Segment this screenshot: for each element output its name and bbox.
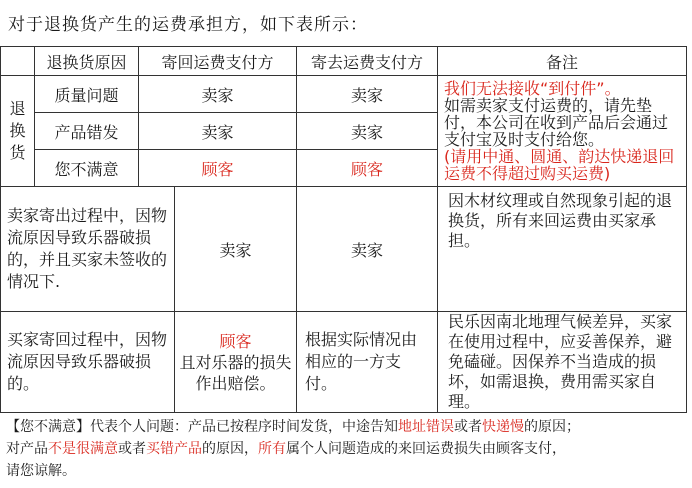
transit-send-reason: 卖家寄出过程中，因物流原因导致乐器破损的，并且买家未签收的情况下. <box>1 187 175 312</box>
send-payer-cell: 卖家 <box>297 113 438 150</box>
side-label-char: 货 <box>9 143 26 162</box>
table-row <box>1 312 687 413</box>
table-row <box>1 187 687 312</box>
transit-send-return-payer: 卖家 <box>175 187 297 312</box>
footer-text: 的原因， <box>202 441 258 457</box>
transit-return-payer-rest: 且对乐器的损失作出赔偿。 <box>179 352 292 393</box>
side-label-char: 换 <box>9 121 26 140</box>
page-title: 对于退换货产生的运费承担方，如下表所示： <box>8 15 368 35</box>
footer-text: 【您不满意】代表个人问题：产品已按程序时间发货，中途告知 <box>6 419 398 435</box>
return-payer-cell: 卖家 <box>139 113 297 150</box>
header-return-payer: 寄回运费支付方 <box>139 47 297 76</box>
send-payer-cell: 顾客 <box>297 150 438 187</box>
header-blank <box>1 47 35 76</box>
footer-highlight: 买错产品 <box>146 441 202 457</box>
side-label-char: 退 <box>9 99 26 118</box>
header-reason: 退换货原因 <box>35 47 139 76</box>
note-wood-grain: 因木材纹理或自然现象引起的退换货，所有来回运费由买家承担。 <box>438 187 687 312</box>
note-climate: 民乐因南北地理气候差异，买家在使用过程中，应妥善保养，避免磕碰。因保养不当造成的损坏，如需退换，费用需买家自理。 <box>438 312 687 413</box>
reason-cell: 您不满意 <box>35 150 139 187</box>
header-send-payer: 寄去运费支付方 <box>297 47 438 76</box>
reason-cell: 质量问题 <box>35 76 139 113</box>
table-row <box>1 76 687 113</box>
footer-text: 的原因； <box>524 419 580 435</box>
reason-cell: 产品错发 <box>35 113 139 150</box>
footer-text: 或者 <box>118 441 146 457</box>
note-no-cod: 我们无法接收“到付件”。 <box>444 79 621 98</box>
footer-highlight: 快递慢 <box>482 419 524 435</box>
footer-text: 请您谅解。 <box>6 463 76 479</box>
note-payment-policy <box>438 76 687 187</box>
footer-text: 或者 <box>454 419 482 435</box>
transit-send-send-payer: 卖家 <box>297 187 438 312</box>
note-courier-rule: (请用中通、圆通、韵达快递退回运费不得超过购买运费) <box>444 147 675 183</box>
transit-return-reason: 买家寄回过程中，因物流原因导致乐器破损的。 <box>1 312 175 413</box>
transit-return-payer-red: 顾客 <box>219 331 252 351</box>
shipping-fee-table <box>0 46 687 413</box>
footer-highlight: 不是很满意 <box>48 441 118 457</box>
footer-text: 属个人问题造成的来回运费损失由顾客支付， <box>286 441 566 457</box>
footer-highlight: 地址错误 <box>398 419 454 435</box>
send-payer-cell: 卖家 <box>297 76 438 113</box>
header-note: 备注 <box>438 47 687 76</box>
return-payer-cell: 顾客 <box>139 150 297 187</box>
return-payer-cell: 卖家 <box>139 76 297 113</box>
footer-highlight: 所有 <box>258 441 286 457</box>
transit-return-payer <box>175 312 297 413</box>
transit-return-send-payer: 根据实际情况由相应的一方支付。 <box>297 312 438 413</box>
footer-text: 对产品 <box>6 441 48 457</box>
note-prepay: 如需卖家支付运费的，请先垫付，本公司在收到产品后会通过支付宝及时支付给您。 <box>444 96 669 149</box>
footer-note <box>6 416 690 482</box>
side-label-return-exchange <box>1 76 35 187</box>
table-header-row <box>1 47 687 76</box>
